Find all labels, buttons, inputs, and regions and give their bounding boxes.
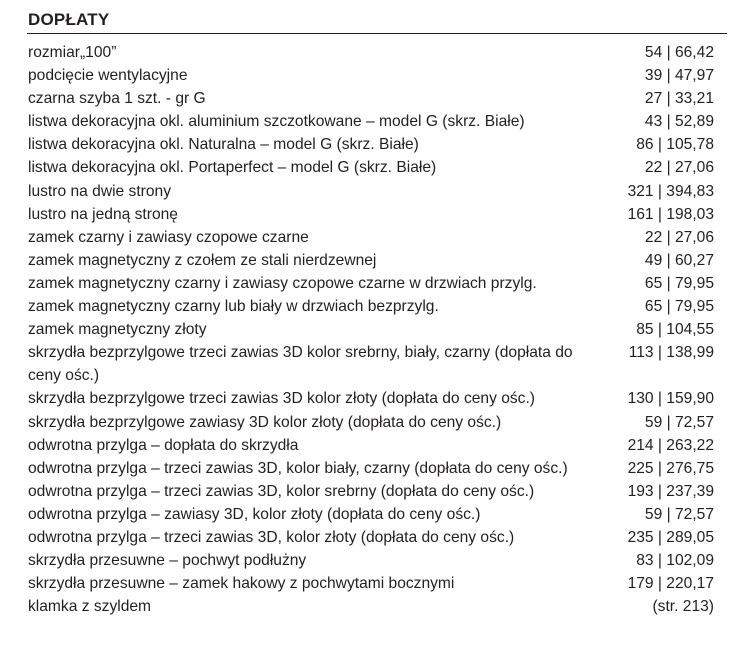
item-price: 22 | 27,06 xyxy=(644,159,714,177)
item-label: skrzydła bezprzylgowe trzeci zawias 3D kolor złoty (dopłata do ceny ośc.) xyxy=(28,390,536,408)
list-item xyxy=(28,295,714,318)
item-price: 86 | 105,78 xyxy=(636,136,714,154)
item-price: 43 | 52,89 xyxy=(644,113,714,131)
item-label: skrzydła bezprzylgowe trzeci zawias 3D kolor srebrny, biały, czarny (dopłata do ceny ośc.) xyxy=(28,344,573,385)
item-price: 130 | 159,90 xyxy=(627,390,714,408)
list-item xyxy=(28,480,714,503)
list-item xyxy=(28,595,714,618)
item-label: odwrotna przylga – dopłata do skrzydła xyxy=(28,436,299,454)
list-item xyxy=(28,110,714,133)
item-price: 49 | 60,27 xyxy=(644,251,714,269)
item-price: 179 | 220,17 xyxy=(627,575,714,593)
list-item xyxy=(28,457,714,480)
item-price: 85 | 104,55 xyxy=(636,321,714,339)
title-divider xyxy=(27,33,727,34)
list-item xyxy=(28,503,714,526)
item-price: (str. 213) xyxy=(652,598,714,616)
list-item xyxy=(28,180,714,203)
item-price: 59 | 72,57 xyxy=(644,413,714,431)
item-price: 193 | 237,39 xyxy=(627,482,714,500)
item-label: odwrotna przylga – trzeci zawias 3D, kolor biały, czarny (dopłata do ceny ośc.) xyxy=(28,459,568,477)
item-price: 321 | 394,83 xyxy=(627,182,714,200)
list-item xyxy=(28,549,714,572)
item-label: zamek magnetyczny z czołem ze stali nierdzewnej xyxy=(28,251,377,269)
item-label: lustro na jedną stronę xyxy=(28,205,178,223)
list-item xyxy=(28,203,714,226)
list-item xyxy=(28,526,714,549)
item-price: 27 | 33,21 xyxy=(644,90,714,108)
item-label: skrzydła bezprzylgowe zawiasy 3D kolor złoty (dopłata do ceny ośc.) xyxy=(28,413,502,431)
item-price: 54 | 66,42 xyxy=(644,44,714,61)
list-item xyxy=(28,572,714,595)
item-label: rozmiar„100” xyxy=(28,44,117,61)
list-item xyxy=(28,341,714,387)
item-price: 83 | 102,09 xyxy=(636,552,714,570)
item-price: 22 | 27,06 xyxy=(644,228,714,246)
list-item xyxy=(28,387,714,410)
list-item xyxy=(28,226,714,249)
list-item xyxy=(28,133,714,156)
item-label: odwrotna przylga – trzeci zawias 3D, kolor złoty (dopłata do ceny ośc.) xyxy=(28,528,515,546)
list-item xyxy=(28,156,714,179)
item-label: skrzydła przesuwne – pochwyt podłużny xyxy=(28,552,307,570)
item-label: odwrotna przylga – zawiasy 3D, kolor złoty (dopłata do ceny ośc.) xyxy=(28,505,481,523)
item-label: zamek magnetyczny złoty xyxy=(28,321,207,339)
list-item xyxy=(28,411,714,434)
item-label: listwa dekoracyjna okl. aluminium szczotkowane – model G (skrz. Białe) xyxy=(28,113,525,131)
item-label: zamek magnetyczny czarny i zawiasy czopowe czarne w drzwiach przylg. xyxy=(28,274,537,292)
item-price: 113 | 138,99 xyxy=(628,344,714,362)
item-label: czarna szyba 1 szt. - gr G xyxy=(28,90,206,108)
item-price: 161 | 198,03 xyxy=(627,205,714,223)
item-label: zamek magnetyczny czarny lub biały w drzwiach bezprzylg. xyxy=(28,298,439,316)
list-item xyxy=(28,41,714,64)
list-item xyxy=(28,318,714,341)
item-label: klamka z szyldem xyxy=(28,598,152,616)
item-label: odwrotna przylga – trzeci zawias 3D, kolor srebrny (dopłata do ceny ośc.) xyxy=(28,482,535,500)
item-label: zamek czarny i zawiasy czopowe czarne xyxy=(28,228,309,246)
item-price: 59 | 72,57 xyxy=(644,505,714,523)
item-price: 39 | 47,97 xyxy=(644,67,714,85)
item-label: podcięcie wentylacyjne xyxy=(28,67,188,85)
item-price: 65 | 79,95 xyxy=(644,274,714,292)
item-price: 225 | 276,75 xyxy=(627,459,714,477)
list-item xyxy=(28,249,714,272)
item-label: skrzydła przesuwne – zamek hakowy z pochwytami bocznymi xyxy=(28,575,455,593)
list-item xyxy=(28,64,714,87)
list-item xyxy=(28,434,714,457)
item-label: lustro na dwie strony xyxy=(28,182,172,200)
list-item xyxy=(28,272,714,295)
surcharge-list xyxy=(28,41,714,618)
item-price: 235 | 289,05 xyxy=(627,528,714,546)
section-title: DOPŁATY xyxy=(28,10,110,29)
item-price: 214 | 263,22 xyxy=(627,436,714,454)
item-label: listwa dekoracyjna okl. Naturalna – model G (skrz. Białe) xyxy=(28,136,419,154)
item-label: listwa dekoracyjna okl. Portaperfect – model G (skrz. Białe) xyxy=(28,159,437,177)
list-item xyxy=(28,87,714,110)
item-price: 65 | 79,95 xyxy=(644,298,714,316)
